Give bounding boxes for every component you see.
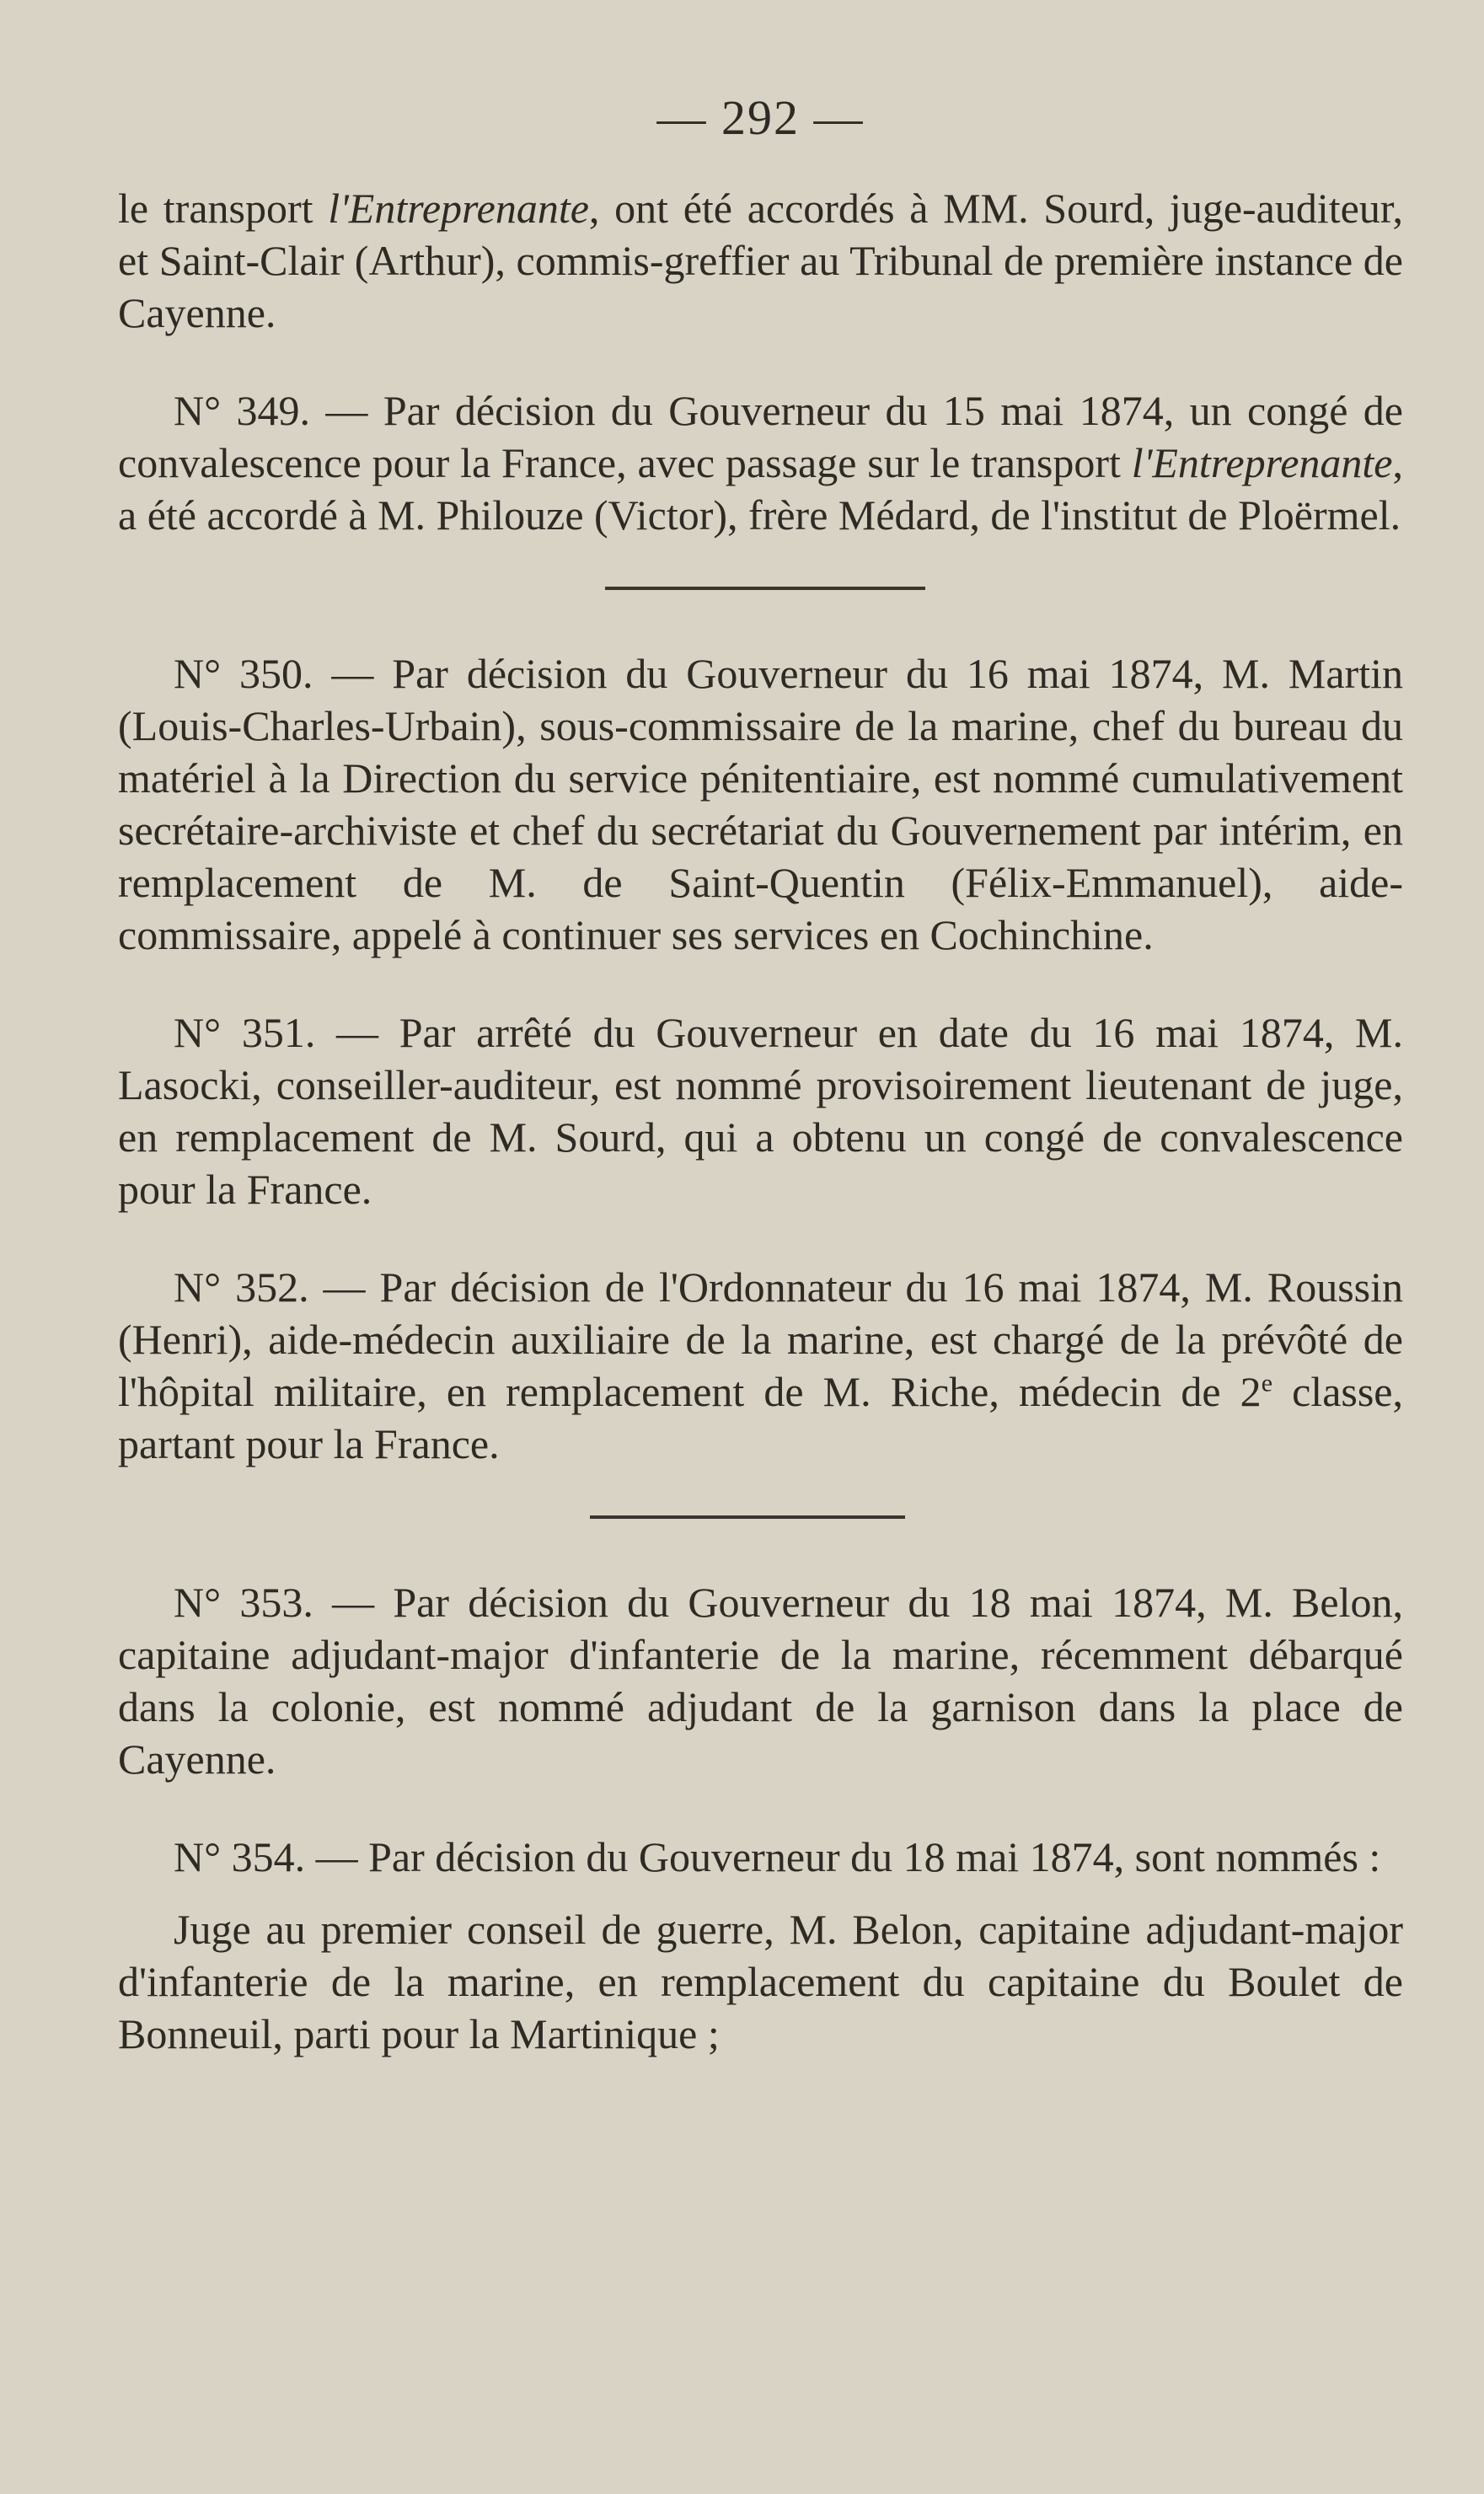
paragraph-text: le transport: [118, 185, 329, 232]
paragraph-353: N° 353. — Par décision du Gouverneur du 18 mai 1874, M. Belon, capitaine adjudant-major d'infanterie de la marine, récemment débarqué dans la colonie, est nommé adjudant de la garnison dans la place de Cayenne.: [118, 1579, 1403, 1783]
paragraph-352: [118, 1261, 1403, 1470]
paragraph-350: N° 350. — Par décision du Gouverneur du 16 mai 1874, M. Martin (Louis-Charles-Urbain), sous-commissaire de la marine, chef du bureau du matériel à la Direction du service pénitentiaire, est nommé cumulativement secrétaire-archiviste et chef du secrétariat du Gouvernement par intérim, en remplacement de M. de Saint-Quentin (Félix-Emmanuel), aide-commissaire, appelé à continuer ses services en Cochinchine.: [118, 650, 1403, 958]
superscript: e: [1261, 1369, 1273, 1397]
page-number: — 292 —: [656, 90, 865, 145]
document-page: [118, 84, 1403, 2060]
paragraph-text: N° 352. — Par décision de l'Ordonnateur du 16 mai 1874, M. Roussin (Henri), aide-médecin auxiliaire de la marine, est chargé de la prévôté de l'hôpital militaire, en remplacement de M. Riche, médecin de 2: [118, 1263, 1403, 1415]
paragraph-354: N° 354. — Par décision du Gouverneur du 18 mai 1874, sont nommés :: [174, 1833, 1381, 1880]
ship-name: l'Entreprenante: [1131, 439, 1393, 486]
paragraph-text: classe, partant pour la France.: [118, 1368, 1403, 1467]
paragraph-text: , ont été accordés à MM. Sourd, juge-auditeur, et Saint-Clair (Arthur), commis-greffier au Tribunal de première instance de Cayenne.: [118, 185, 1403, 336]
paragraph-text: N° 349. — Par décision du Gouverneur du 15 mai 1874, un congé de convalescence pour la France, avec passage sur le transport: [118, 387, 1403, 486]
paragraph-351: N° 351. — Par arrêté du Gouverneur en date du 16 mai 1874, M. Lasocki, conseiller-auditeur, est nommé provisoirement lieutenant de juge, en remplacement de M. Sourd, qui a obtenu un congé de convalescence pour la France.: [118, 1009, 1403, 1213]
section-divider: [590, 1515, 905, 1519]
paragraph-349: [118, 384, 1403, 541]
section-divider: [605, 587, 925, 590]
paragraph-text: , a été accordé à M. Philouze (Victor), frère Médard, de l'institut de Ploërmel.: [118, 439, 1403, 539]
ship-name: l'Entreprenante: [328, 185, 589, 232]
paragraph-continuation: [118, 182, 1403, 339]
paragraph-354-item: Juge au premier conseil de guerre, M. Belon, capitaine adjudant-major d'infanterie de la marine, en remplacement du capitaine du Boulet de Bonneuil, parti pour la Martinique ;: [118, 1906, 1403, 2057]
